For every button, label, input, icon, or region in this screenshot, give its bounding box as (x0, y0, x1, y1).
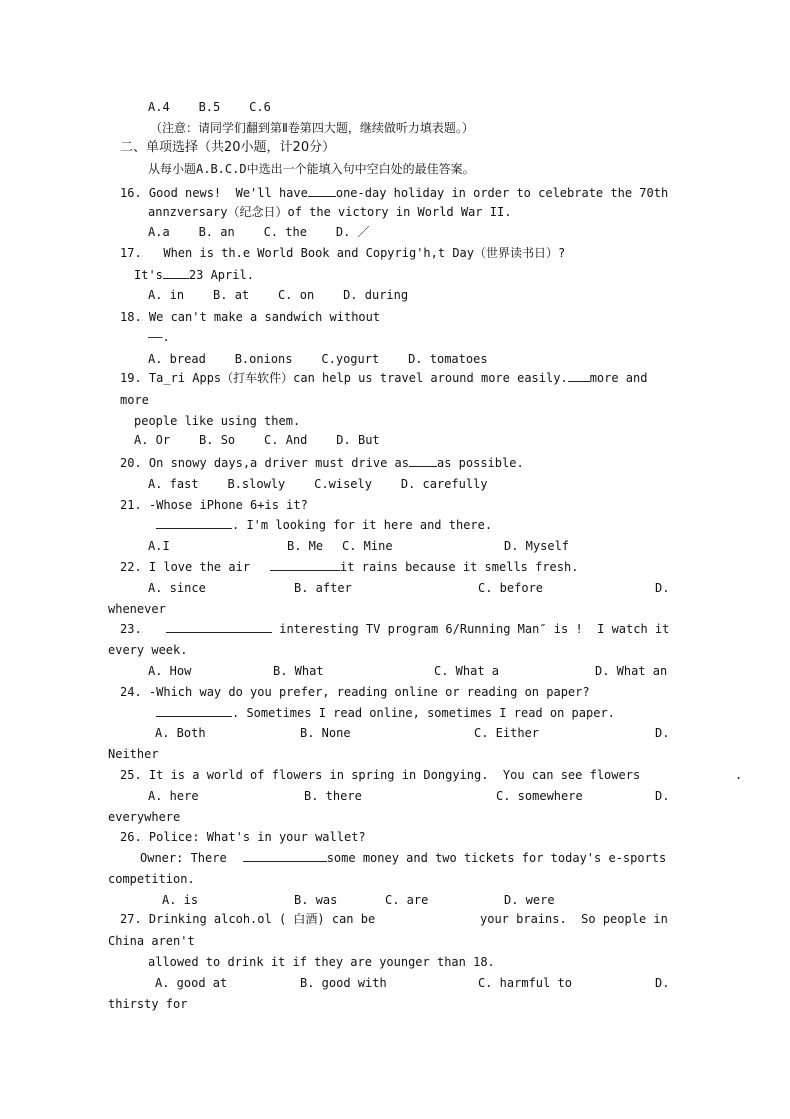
q24-option-c: C. Either (474, 726, 540, 740)
q17-stem-line2: It's 23 April. (134, 268, 254, 282)
q26-option-b: B. was (294, 893, 338, 907)
q21-stem: 21. -Whose iPhone 6+is it? (120, 498, 308, 512)
q22-option-d: D. (655, 581, 670, 595)
q25-option-b: B. there (304, 789, 362, 803)
q27-stem: 27. Drinking alcoh.ol ( 白酒) can be (120, 912, 376, 926)
q27-stem-line3: allowed to drink it if they are younger than 18. (148, 955, 495, 969)
q16-options: A.a B. an C. the D. ／ (148, 225, 370, 239)
q27-stem-line2: China aren't (108, 934, 195, 948)
q17-options: A. in B. at C. on D. during (148, 288, 409, 302)
q17-stem: 17. When is th.e World Book and Copyrig'h,t Day（世界读书日）? (120, 246, 566, 260)
answer-blank (568, 370, 590, 382)
q21-option-b: B. Me (287, 539, 324, 553)
q27-stem-end: your brains. So people in (480, 912, 668, 926)
q19-stem: 19. Ta_ri Apps（打车软件）can help us travel around more easily. more and (120, 371, 648, 385)
q21-option-a: A.I (148, 539, 170, 553)
q27-option-d-text: thirsty for (108, 997, 188, 1011)
q24-option-b: B. None (300, 726, 351, 740)
q24-stem-line2: . Sometimes I read online, sometimes I read on paper. (156, 705, 615, 721)
q27-option-a: A. good at (155, 976, 228, 990)
answer-blank (270, 559, 340, 571)
q25-option-d-text: everywhere (108, 810, 181, 824)
q25-option-d: D. (655, 789, 670, 803)
q26-option-c: C. are (385, 893, 429, 907)
q26-stem-line2: Owner: There some money and two tickets for today's e-sports (140, 851, 667, 865)
q22-option-c: C. before (478, 581, 544, 595)
q26-option-d: D. were (504, 893, 555, 907)
q21-option-d: D. Myself (504, 539, 570, 553)
answer-blank (243, 850, 327, 862)
section-instruction: 从每小题A.B.C.D中选出一个能填入句中空白处的最佳答案。 (148, 162, 475, 176)
q25-stem-end: . (735, 768, 743, 782)
answer-blank (156, 705, 232, 717)
answer-blank (163, 267, 189, 279)
q24-option-d-text: Neither (108, 747, 159, 761)
q22-option-b: B. after (294, 581, 352, 595)
q23-number: 23. (120, 622, 142, 636)
q16-stem: 16. Good news! We'll have one-day holiday in order to celebrate the 70th (120, 186, 669, 200)
q23-option-a: A. How (148, 664, 192, 678)
answer-blank (409, 455, 437, 467)
q21-stem-line2: . I'm looking for it here and there. (156, 517, 492, 533)
q16-stem-line2: annzversary（纪念日）of the victory in World War II. (148, 205, 512, 219)
q21-option-c: C. Mine (342, 539, 393, 553)
q22-option-d-text: whenever (108, 602, 166, 616)
q23-stem-line2: every week. (108, 643, 188, 657)
q23-option-c: C. What a (434, 664, 500, 678)
q18-stem: 18. We can't make a sandwich without (120, 310, 381, 324)
listening-note: （注意：请同学们翻到第Ⅱ卷第四大题，继续做听力填表题。） (150, 121, 474, 135)
q19-options: A. Or B. So C. And D. But (134, 433, 380, 447)
q20-options: A. fast B.slowly C.wisely D. carefully (148, 477, 488, 491)
q27-option-b: B. good with (300, 976, 387, 990)
q27-option-c: C. harmful to (478, 976, 572, 990)
q18-stem-line2: ——. (148, 330, 170, 344)
q24-option-d: D. (655, 726, 670, 740)
q26-option-a: A. is (162, 893, 199, 907)
q23-option-b: B. What (273, 664, 324, 678)
q22-stem: 22. I love the air it rains because it smells fresh. (120, 560, 579, 574)
answer-blank (308, 185, 336, 197)
q23-option-d: D. What an (595, 664, 668, 678)
answer-blank (166, 621, 272, 633)
q15-options: A.4 B.5 C.6 (148, 100, 271, 114)
q22-option-a: A. since (148, 581, 206, 595)
q24-option-a: A. Both (155, 726, 206, 740)
q23-stem: interesting TV program 6/Running Man″ is ! I watch it (166, 621, 669, 637)
q27-option-d: D. (655, 976, 670, 990)
q25-option-a: A. here (148, 789, 199, 803)
q19-stem-line3: people like using them. (134, 414, 301, 428)
section-heading: 二、单项选择（共20小题，计20分） (120, 140, 336, 155)
q18-options: A. bread B.onions C.yogurt D. tomatoes (148, 352, 488, 366)
q25-option-c: C. somewhere (496, 789, 583, 803)
q25-stem: 25. It is a world of flowers in spring in Dongying. You can see flowers (120, 768, 641, 782)
q26-stem-line3: competition. (108, 872, 195, 886)
q20-stem: 20. On snowy days,a driver must drive as as possible. (120, 456, 524, 470)
q19-stem-line2: more (120, 393, 149, 407)
q26-stem: 26. Police: What's in your wallet? (120, 830, 366, 844)
answer-blank (156, 517, 232, 529)
q24-stem: 24. -Which way do you prefer, reading online or reading on paper? (120, 685, 590, 699)
